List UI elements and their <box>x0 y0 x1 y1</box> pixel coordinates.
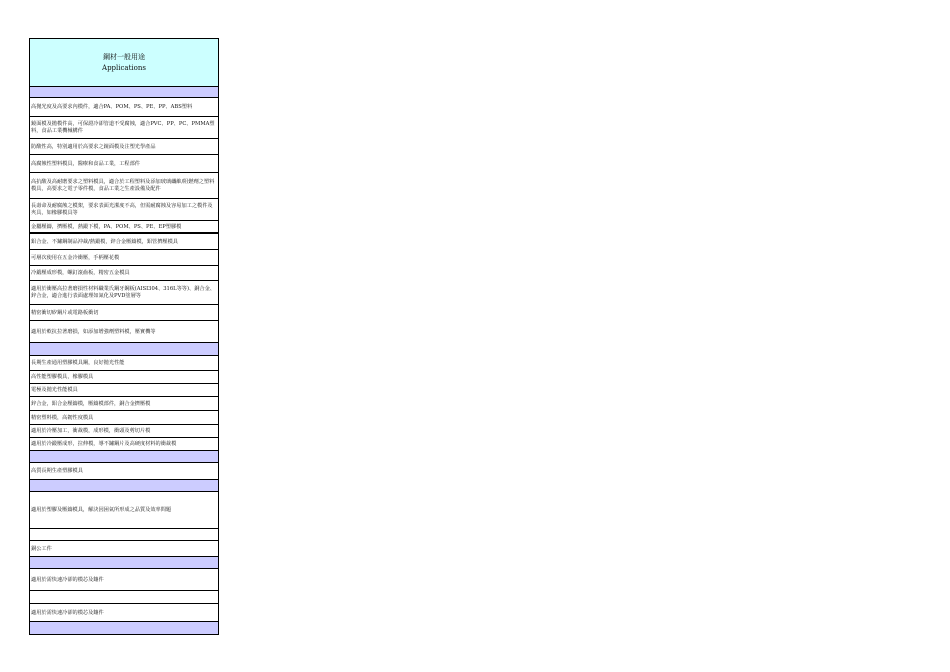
table-header <box>30 38 218 87</box>
header-title-chinese: 鋼材一般用途 <box>103 52 145 61</box>
table-row-separator <box>30 529 218 541</box>
table-row-separator <box>30 557 218 569</box>
table-row-separator <box>30 622 218 635</box>
table-row: 適用於冷鍛壓成形，拉伸模，導不鏽鋼片及高硬度材料的衝裁模 <box>30 438 218 451</box>
table-row: 適用於冷壓加工，衝裁模，成形模，衝頭及剪切片模 <box>30 425 218 438</box>
header-title-english: Applications <box>102 63 146 72</box>
table-row-separator <box>30 87 218 98</box>
table-row: 長壽命及耐腐蝕之模架，要求表面光潔度不高，但需耐腐蝕及容易加工之模件及夾具，如橡膠模具等 <box>30 199 218 221</box>
table-row-separator <box>30 343 218 356</box>
table-row: 防酸性高，特別適用於高要求之鏡面模及注塑光學產品 <box>30 139 218 155</box>
applications-table <box>29 38 219 635</box>
table-row-separator <box>30 480 218 492</box>
table-row: 高抗酸及高耐磨要求之塑料模具，適合於工程塑料及添加玻璃纖維/阻燃劑之塑料模具，高要求之電子零件模，食品工業之生產設備及配件 <box>30 173 218 199</box>
table-body <box>30 87 218 635</box>
table-row: 適用於塑膠及壓鑄模具，解決因困氣所形成之品質及效率問題 <box>30 492 218 529</box>
table-row: 高質長期生產塑膠模具 <box>30 463 218 480</box>
table-row: 適用於需快速冷卻的模芯及鑲件 <box>30 569 218 591</box>
table-row: 高性能塑膠模具，橡膠模具 <box>30 371 218 384</box>
table-row: 精密塑料模，高韌性度模具 <box>30 411 218 425</box>
table-row: 冷鍛壓成形模，螺釘滾齒板，精密五金模具 <box>30 266 218 281</box>
table-row: 高腐蝕性塑料模具，醫療和食品工業，工程部件 <box>30 155 218 173</box>
table-row: 電極及拋光性能模具 <box>30 384 218 397</box>
table-row: 適用於需快速冷卻的模芯及鑲件 <box>30 604 218 622</box>
table-row: 銅公工件 <box>30 541 218 557</box>
table-row: 金屬壓鑄，擠壓模，熱鍛下模，PA、POM、PS、PE、EP塑膠模 <box>30 221 218 234</box>
table-row: 精密衝切矽鋼片或電路板衝切 <box>30 305 218 321</box>
table-row-separator <box>30 591 218 604</box>
table-row: 長期生產通用塑膠模具鋼，良好拋光性能 <box>30 356 218 371</box>
table-row: 鋅合金，鋁合金壓鑄模，壓鑄模部件，銅合金擠壓模 <box>30 397 218 411</box>
table-row: 鋁合金、不鏽鋼制品沖裁/熱鍛模，鋅合金壓鑄模，鋁管擠壓模具 <box>30 234 218 250</box>
table-row: 適用於軟抗拉著磨損，如添加增強劑塑料模，壓實機等 <box>30 321 218 343</box>
table-row: 適用於衝壓高拉著磨損性材料職業氏鋼牙鋼板(AISI304、316L等等)、銅合金、鋅合金，適合進行表面處理如氮化及PVD塗層等 <box>30 281 218 305</box>
table-row-separator <box>30 451 218 463</box>
table-row: 高拋光度及高要求內模件，適合PA、POM、PS、PE、PP、ABS塑料 <box>30 98 218 117</box>
table-row: 鏡面模及拋模件高，可保證冷卻管道不受腐蝕，適合PVC、PP、PC、PMMA塑料，食品工業機械構件 <box>30 117 218 139</box>
table-row: 可層次使用在五金冷衝壓，手柄壓花模 <box>30 250 218 266</box>
